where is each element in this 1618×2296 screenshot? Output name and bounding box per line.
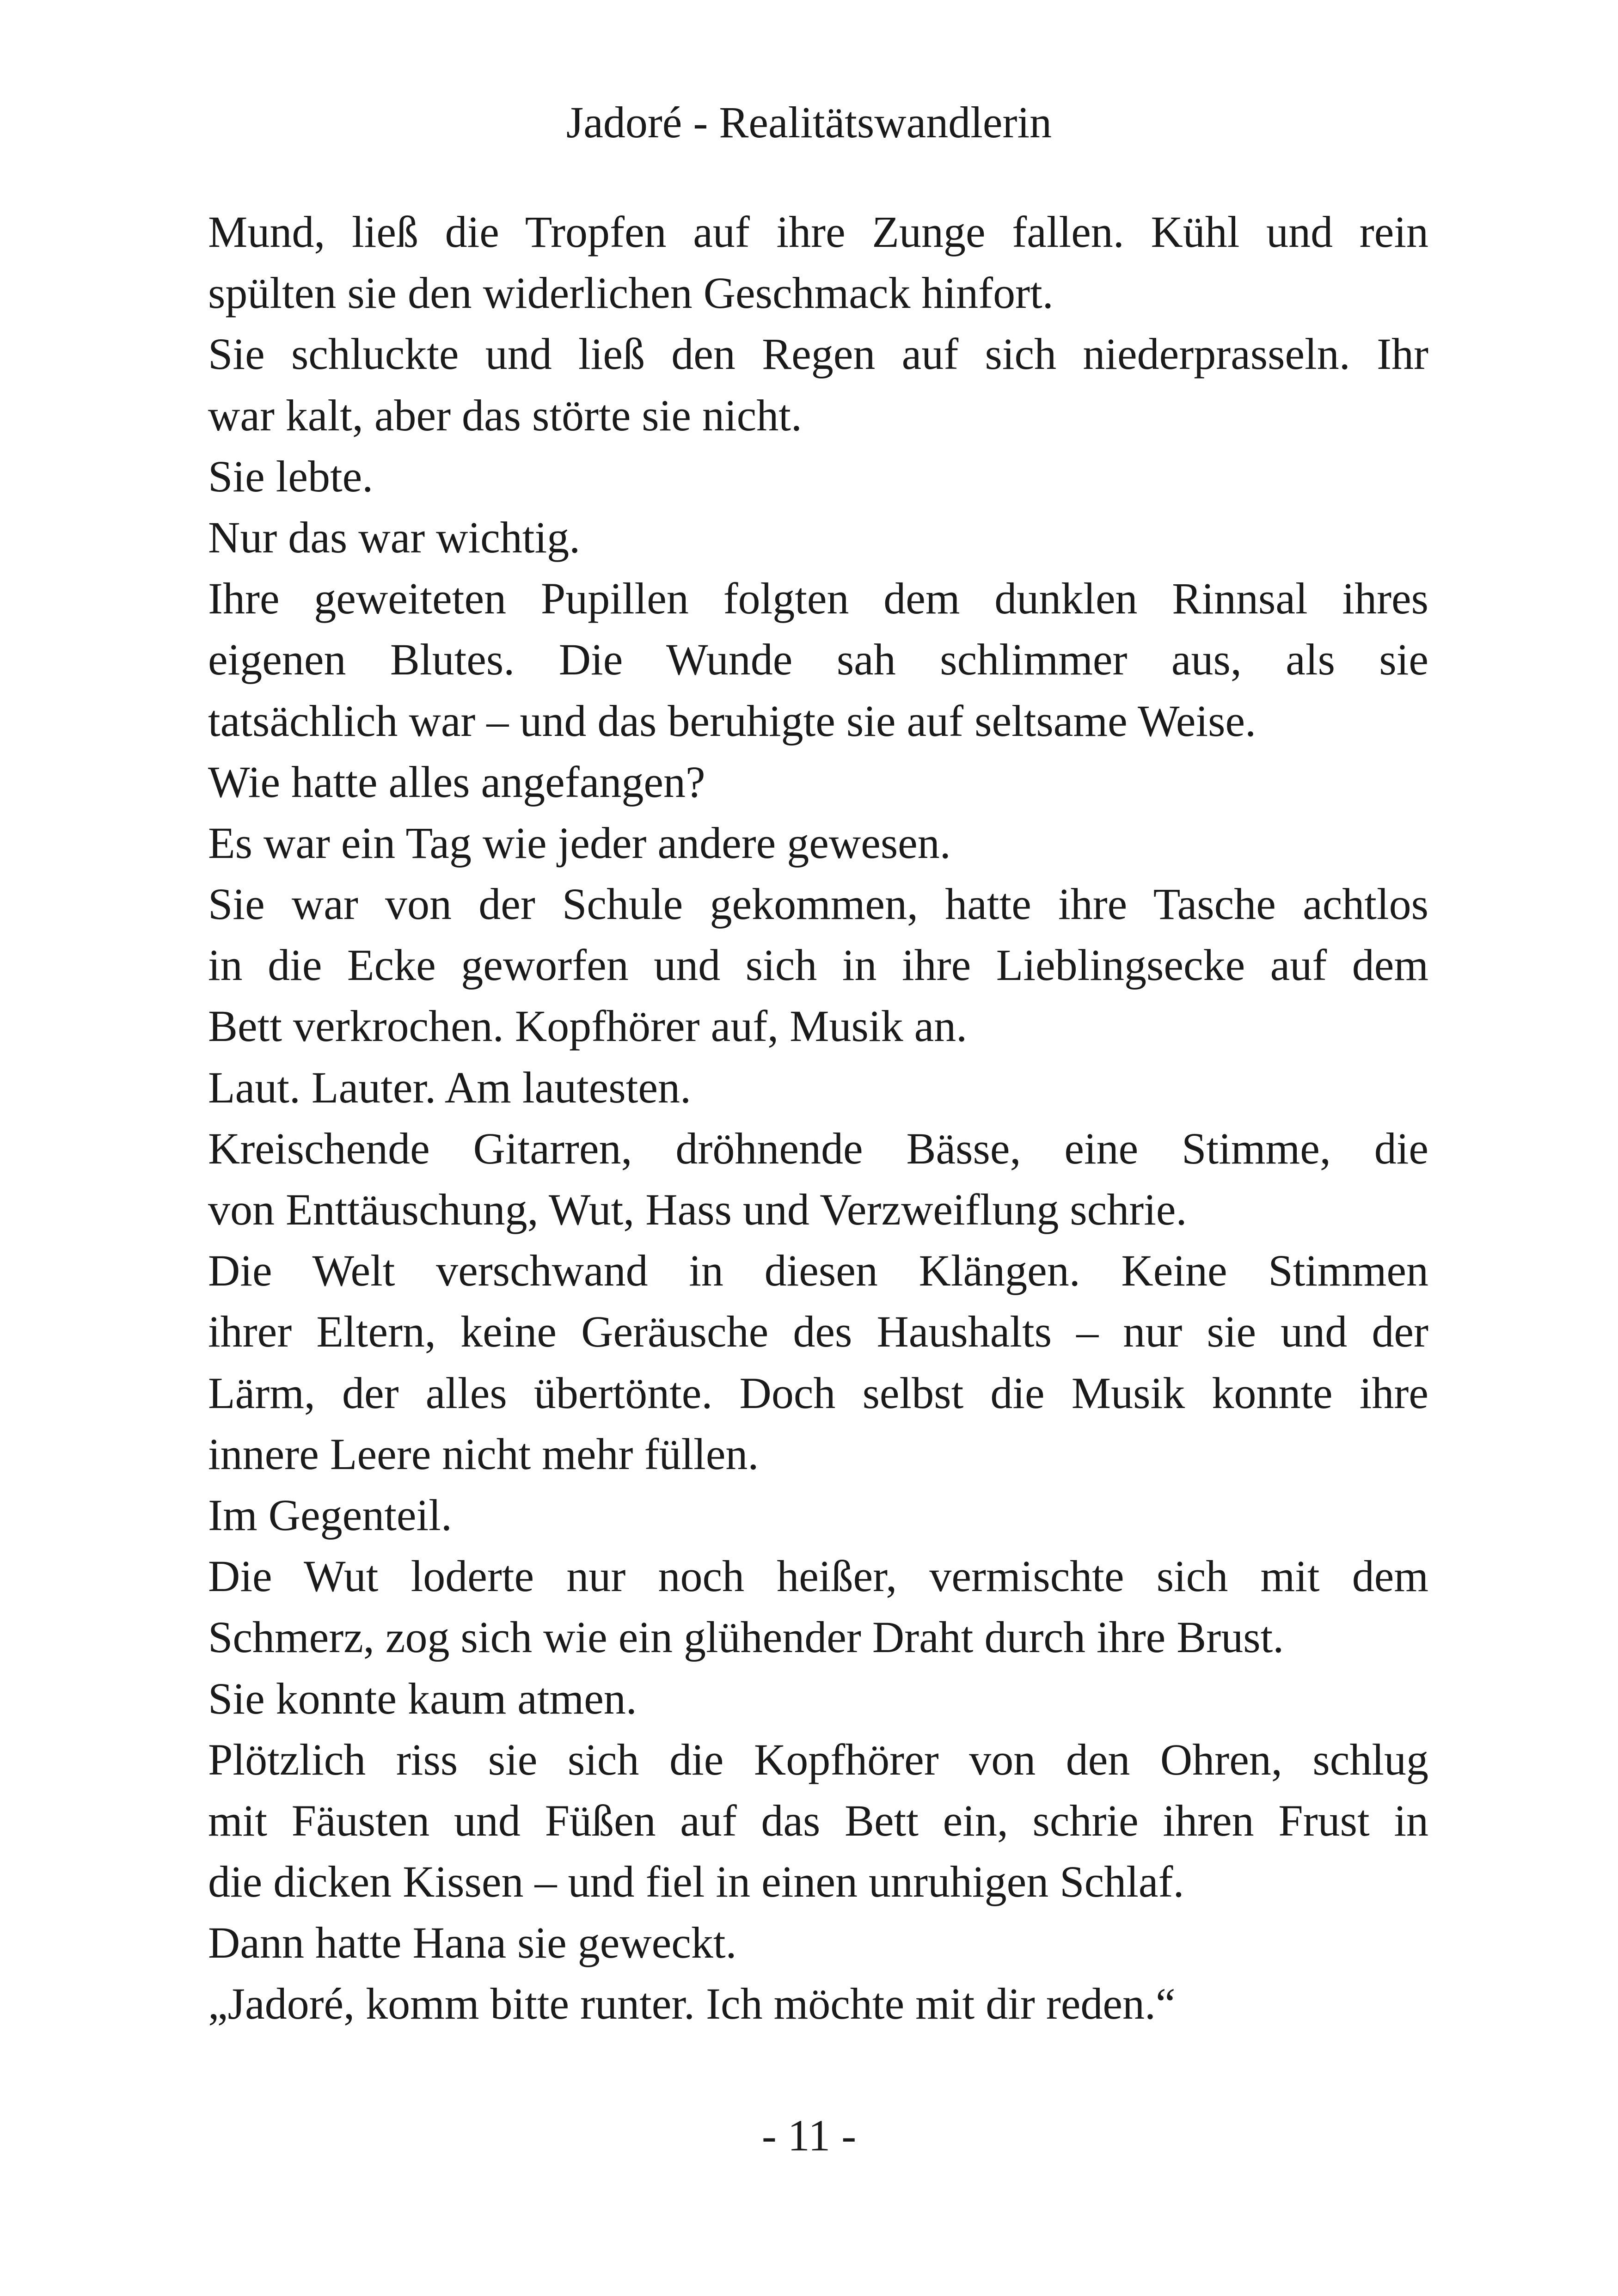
- text-line: Die Welt verschwand in diesen Klängen. Keine Stimmen: [208, 1246, 1428, 1296]
- text-line: Im Gegenteil.: [208, 1490, 452, 1540]
- text-line: Bett verkrochen. Kopfhörer auf, Musik an.: [208, 1001, 968, 1051]
- text-line: Laut. Lauter. Am lautesten.: [208, 1062, 692, 1112]
- text-line: war kalt, aber das störte sie nicht.: [208, 390, 802, 440]
- text-line: spülten sie den widerlichen Geschmack hinfort.: [208, 268, 1054, 318]
- text-line: tatsächlich war – und das beruhigte sie auf seltsame Weise.: [208, 696, 1256, 746]
- text-line: Dann hatte Hana sie geweckt.: [208, 1918, 737, 1968]
- text-line: Kreischende Gitarren, dröhnende Bässe, eine Stimme, die: [208, 1123, 1428, 1173]
- text-line: Schmerz, zog sich wie ein glühender Draht durch ihre Brust.: [208, 1612, 1284, 1662]
- text-line: ihrer Eltern, keine Geräusche des Haushalts – nur sie und der: [208, 1307, 1428, 1357]
- text-line: Sie lebte.: [208, 451, 374, 501]
- text-line: Sie war von der Schule gekommen, hatte ihre Tasche achtlos: [208, 879, 1428, 929]
- text-line: eigenen Blutes. Die Wunde sah schlimmer aus, als sie: [208, 635, 1428, 685]
- text-line: Mund, ließ die Tropfen auf ihre Zunge fallen. Kühl und rein: [208, 207, 1428, 257]
- text-line: „Jadoré, komm bitte runter. Ich möchte mit dir reden.“: [208, 1979, 1176, 2029]
- text-line: Die Wut loderte nur noch heißer, vermischte sich mit dem: [208, 1551, 1428, 1601]
- text-line: innere Leere nicht mehr füllen.: [208, 1429, 759, 1479]
- text-line: Sie konnte kaum atmen.: [208, 1673, 637, 1723]
- body-text: [208, 202, 1428, 2035]
- text-line: Lärm, der alles übertönte. Doch selbst die Musik konnte ihre: [208, 1368, 1428, 1418]
- text-line: Nur das war wichtig.: [208, 512, 581, 562]
- text-line: in die Ecke geworfen und sich in ihre Lieblingsecke auf dem: [208, 940, 1428, 990]
- text-line: Plötzlich riss sie sich die Kopfhörer von den Ohren, schlug: [208, 1734, 1428, 1784]
- text-line: von Enttäuschung, Wut, Hass und Verzweiflung schrie.: [208, 1185, 1187, 1234]
- text-line: Sie schluckte und ließ den Regen auf sich niederprasseln. Ihr: [208, 329, 1428, 379]
- page-number: - 11 -: [761, 2111, 857, 2160]
- text-line: mit Fäusten und Füßen auf das Bett ein, schrie ihren Frust in: [208, 1795, 1428, 1845]
- text-line: die dicken Kissen – und fiel in einen unruhigen Schlaf.: [208, 1857, 1184, 1907]
- text-line: Es war ein Tag wie jeder andere gewesen.: [208, 818, 951, 868]
- text-line: Ihre geweiteten Pupillen folgten dem dunklen Rinnsal ihres: [208, 574, 1428, 624]
- text-line: Wie hatte alles angefangen?: [208, 757, 705, 807]
- running-header: Jadoré - Realitätswandlerin: [566, 98, 1052, 147]
